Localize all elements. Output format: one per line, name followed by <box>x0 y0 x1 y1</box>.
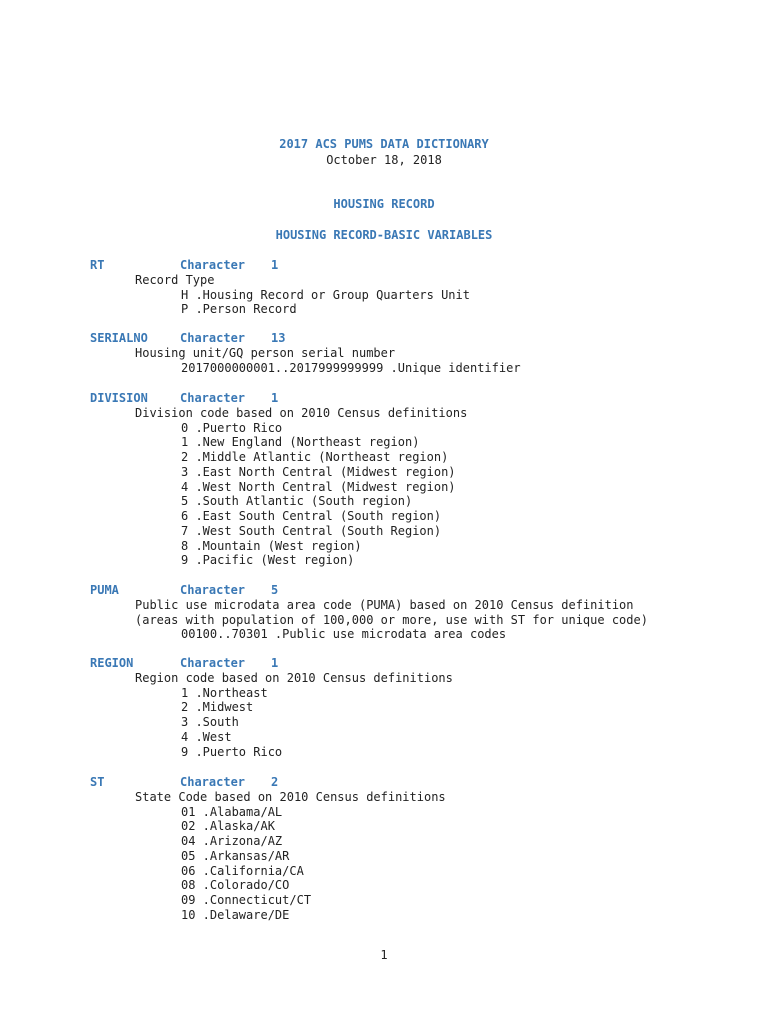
variable-value: 00100..70301 .Public use microdata area codes <box>181 627 507 642</box>
variable-value: 1 .Northeast <box>181 685 268 700</box>
variable-value: 4 .West <box>181 729 232 744</box>
variable-value: 9 .Pacific (West region) <box>181 553 355 568</box>
variable-name: ST <box>90 775 105 789</box>
variable-value: 0 .Puerto Rico <box>181 420 283 435</box>
variable-length: 13 <box>271 331 286 345</box>
variable-value: 09 .Connecticut/CT <box>181 893 312 907</box>
variable-value: 10 .Delaware/DE <box>181 907 290 922</box>
variable-type: Character <box>180 258 246 272</box>
variable-type: Character <box>180 331 246 345</box>
variable-name: RT <box>90 258 105 272</box>
variable-value: 04 .Arizona/AZ <box>181 834 283 848</box>
variable-value: 1 .New England (Northeast region) <box>181 435 420 450</box>
page-number: 1 <box>380 948 388 962</box>
variable-name: REGION <box>90 656 134 670</box>
variable-name: DIVISION <box>90 391 148 405</box>
variable-description: (areas with population of 100,000 or more, use with ST for unique code) <box>135 612 648 627</box>
variable-description: Region code based on 2010 Census definitions <box>135 670 453 685</box>
variable-value: 05 .Arkansas/AR <box>181 848 290 863</box>
variable-value: 8 .Mountain (West region) <box>181 538 362 553</box>
variable-length: 1 <box>271 258 279 272</box>
variable-value: 7 .West South Central (South Region) <box>181 523 442 538</box>
variable-length: 1 <box>271 656 279 670</box>
document-date: October 18, 2018 <box>326 153 442 167</box>
document-title: 2017 ACS PUMS DATA DICTIONARY <box>279 137 489 151</box>
subsection-heading: HOUSING RECORD-BASIC VARIABLES <box>275 228 493 242</box>
variable-value: 01 .Alabama/AL <box>181 804 283 819</box>
variable-length: 2 <box>271 775 279 789</box>
variable-value: P .Person Record <box>181 302 297 317</box>
variable-value: 06 .California/CA <box>181 863 304 878</box>
variable-value: H .Housing Record or Group Quarters Unit <box>181 287 470 302</box>
variable-value: 4 .West North Central (Midwest region) <box>181 479 456 494</box>
variable-value: 3 .East North Central (Midwest region) <box>181 464 456 479</box>
variable-description: Record Type <box>135 272 215 287</box>
variable-name: SERIALNO <box>90 331 148 345</box>
variable-name: PUMA <box>90 583 119 597</box>
variable-value: 2017000000001..2017999999999 .Unique identifier <box>181 360 521 375</box>
variable-value: 5 .South Atlantic (South region) <box>181 494 413 509</box>
variable-value: 08 .Colorado/CO <box>181 878 290 893</box>
section-heading: HOUSING RECORD <box>333 197 435 211</box>
variable-value: 6 .East South Central (South region) <box>181 509 442 523</box>
variable-value: 3 .South <box>181 715 239 729</box>
variable-type: Character <box>180 656 246 670</box>
variable-value: 02 .Alaska/AK <box>181 819 275 834</box>
variable-value: 2 .Midwest <box>181 700 254 715</box>
variable-type: Character <box>180 391 246 405</box>
variable-type: Character <box>180 583 246 597</box>
variable-description: State Code based on 2010 Census definitions <box>135 789 446 804</box>
variable-length: 1 <box>271 391 279 405</box>
variable-description: Housing unit/GQ person serial number <box>135 345 396 360</box>
variable-value: 2 .Middle Atlantic (Northeast region) <box>181 450 449 464</box>
variable-value: 9 .Puerto Rico <box>181 744 283 759</box>
variable-description: Public use microdata area code (PUMA) based on 2010 Census definition <box>135 597 634 612</box>
variable-description: Division code based on 2010 Census definitions <box>135 405 468 420</box>
variable-length: 5 <box>271 583 279 597</box>
variable-type: Character <box>180 775 246 789</box>
